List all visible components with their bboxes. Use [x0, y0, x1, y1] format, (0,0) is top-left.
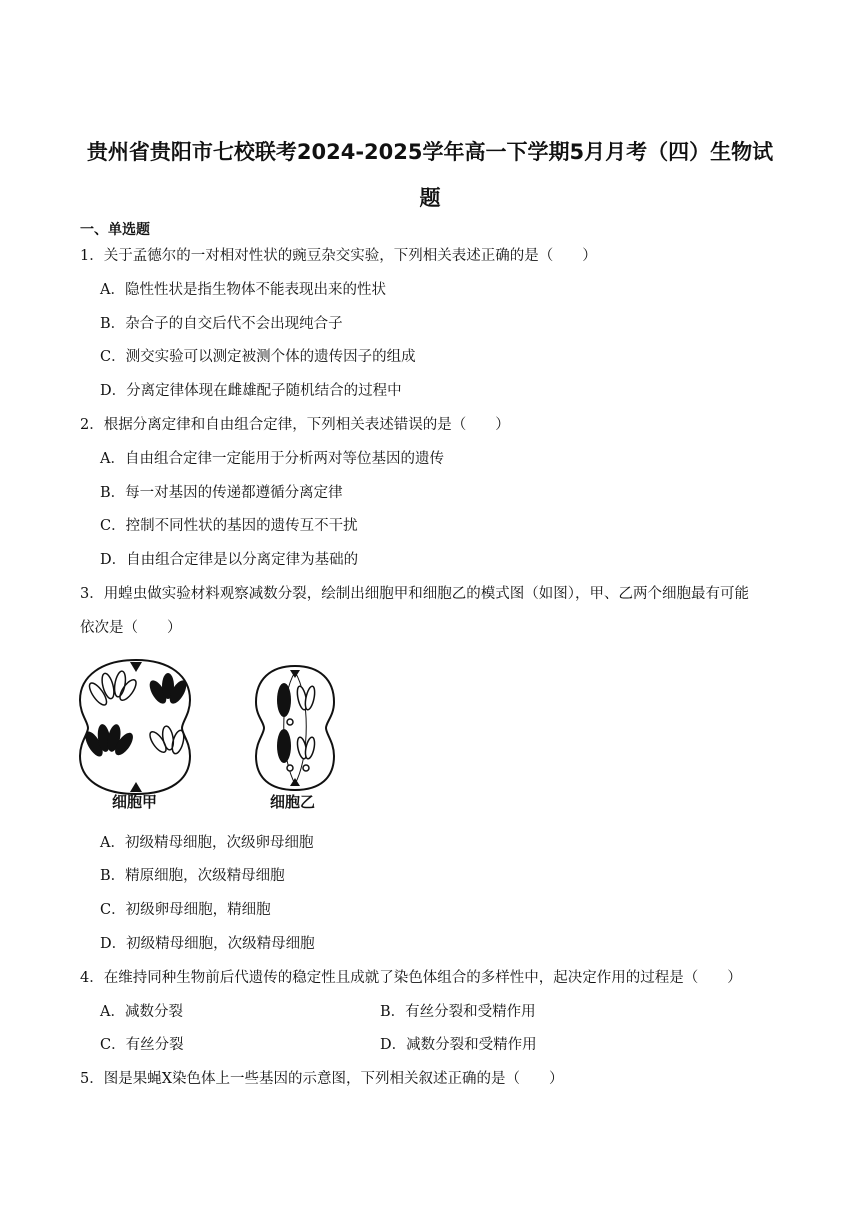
question-3-option-b: B．精原细胞，次级精母细胞 — [100, 868, 285, 884]
question-3-stem: 3．用蝗虫做实验材料观察减数分裂，绘制出细胞甲和细胞乙的模式图（如图），甲、乙两个细胞最有可能 — [80, 586, 749, 602]
figure-label-cell-jia: 细胞甲 — [112, 793, 158, 811]
question-5-stem: 5．图是果蝇X染色体上一些基因的示意图，下列相关叙述正确的是（ ） — [80, 1071, 564, 1087]
question-2-option-b: B．每一对基因的传递都遵循分离定律 — [100, 485, 343, 501]
figure-label-cell-yi: 细胞乙 — [270, 793, 316, 811]
question-4-option-c: C．有丝分裂 — [100, 1037, 184, 1053]
document-title-continued: 题 — [419, 186, 441, 210]
question-3-option-c: C．初级卵母细胞，精细胞 — [100, 902, 271, 918]
question-3-option-a: A．初级精母细胞，次级卵母细胞 — [100, 835, 314, 851]
question-4-option-b: B．有丝分裂和受精作用 — [380, 1004, 536, 1020]
cell-yi-diagram — [256, 666, 334, 790]
question-1-option-a: A．隐性性状是指生物体不能表现出来的性状 — [100, 282, 386, 298]
question-4-stem: 4．在维持同种生物前后代遗传的稳定性且成就了染色体组合的多样性中，起决定作用的过程是（ ） — [80, 970, 742, 986]
question-2-stem: 2．根据分离定律和自由组合定律，下列相关表述错误的是（ ） — [80, 417, 510, 433]
document-title: 贵州省贵阳市七校联考2024-2025学年高一下学期5月月考（四）生物试 — [86, 140, 774, 164]
question-3-stem-continued: 依次是（ ） — [80, 620, 182, 636]
question-1-option-c: C．测交实验可以测定被测个体的遗传因子的组成 — [100, 349, 416, 365]
section-heading: 一、单选题 — [80, 222, 150, 238]
question-2-option-a: A．自由组合定律一定能用于分析两对等位基因的遗传 — [100, 451, 444, 467]
question-2-option-c: C．控制不同性状的基因的遗传互不干扰 — [100, 518, 358, 534]
question-1-option-b: B．杂合子的自交后代不会出现纯合子 — [100, 316, 343, 332]
question-2-option-d: D．自由组合定律是以分离定律为基础的 — [100, 552, 359, 568]
question-1-stem: 1．关于孟德尔的一对相对性状的豌豆杂交实验，下列相关表述正确的是（ ） — [80, 248, 597, 264]
cell-jia-diagram — [80, 660, 190, 794]
question-4-option-a: A．减数分裂 — [100, 1004, 183, 1020]
question-1-option-d: D．分离定律体现在雌雄配子随机结合的过程中 — [100, 383, 402, 399]
question-3-option-d: D．初级精母细胞，次级精母细胞 — [100, 936, 315, 952]
question-4-option-d: D．减数分裂和受精作用 — [380, 1037, 537, 1053]
